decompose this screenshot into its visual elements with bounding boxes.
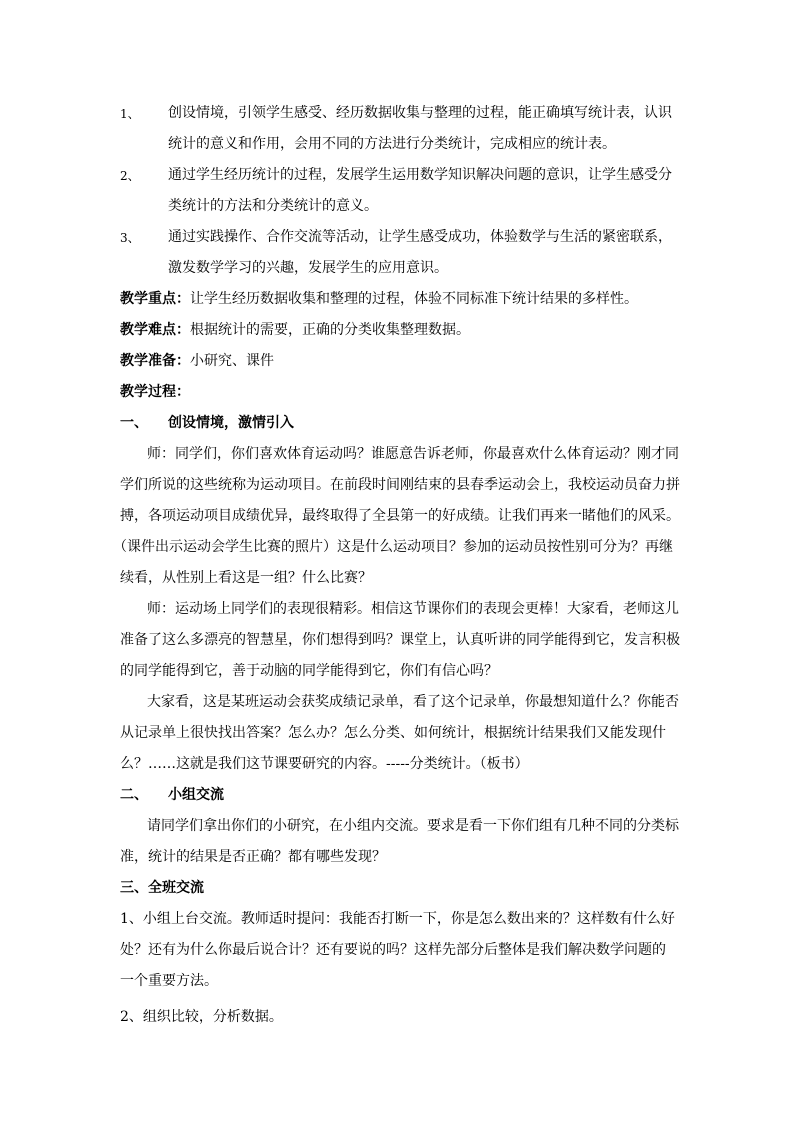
section-2-para-line-2: 准，统计的结果是否正确？都有哪些发现？ [120, 849, 386, 865]
key-point [120, 289, 638, 309]
section-3-title: 三、全班交流 [120, 880, 204, 896]
objective-3-number: 3、 [120, 231, 140, 245]
section-2-number: 二、 [120, 787, 148, 803]
section-1-para-1-line-5: 续看，从性别上看这是一组？什么比赛？ [120, 570, 372, 586]
objective-2-number: 2、 [120, 169, 140, 183]
objective-3-line-1: 通过实践操作、合作交流等活动，让学生感受成功，体验数学与生活的紧密联系， [168, 229, 672, 245]
section-1-title: 创设情境，激情引入 [168, 415, 294, 431]
section-1-para-3-line-3: 么？……这就是我们这节课要研究的内容。-----分类统计。（板书） [120, 756, 529, 772]
objective-1-line-1: 创设情境，引领学生感受、经历数据收集与整理的过程，能正确填写统计表，认识 [168, 105, 672, 121]
objective-1-number: 1、 [120, 107, 140, 121]
section-1-para-1-line-4: （课件出示运动会学生比赛的照片）这是什么运动项目？参加的运动员按性别可分为？再继 [113, 539, 673, 555]
section-3-item-2: 2、组织比较，分析数据。 [120, 1009, 283, 1025]
section-1-number: 一、 [120, 415, 148, 431]
section-1-para-2-line-3: 的同学能得到它，善于动脑的同学能得到它，你们有信心吗？ [120, 663, 498, 679]
section-1-para-1-line-2: 学们所说的这些统称为运动项目。在前段时间刚结束的县春季运动会上，我校运动员奋力拼 [120, 477, 680, 493]
difficulty-label: 教学难点： [120, 322, 190, 338]
difficulty-text: 根据统计的需要，正确的分类收集整理数据。 [190, 322, 470, 338]
section-2-para-line-1: 请同学们拿出你们的小研究，在小组内交流。要求是看一下你们组有几种不同的分类标 [147, 818, 679, 834]
section-1-para-1-line-1: 师：同学们，你们喜欢体育运动吗？谁愿意告诉老师，你最喜欢什么体育运动？刚才同 [147, 446, 679, 462]
section-3-item-1-line-2: 处？还有为什么你最后说合计？还有要说的吗？这样先部分后整体是我们解决数学问题的 [120, 942, 666, 958]
section-1-para-3-line-2: 从记录单上很快找出答案？怎么办？怎么分类、如何统计，根据统计结果我们又能发现什 [120, 725, 666, 741]
objective-3-line-2: 激发数学学习的兴趣，发展学生的应用意识。 [168, 260, 448, 276]
preparation-label: 教学准备： [120, 353, 190, 369]
objective-1-line-2: 统计的意义和作用，会用不同的方法进行分类统计，完成相应的统计表。 [168, 136, 616, 152]
preparation [120, 351, 274, 371]
objective-2-line-1: 通过学生经历统计的过程，发展学生运用数学知识解决问题的意识，让学生感受分 [168, 167, 672, 183]
key-point-text: 让学生经历数据收集和整理的过程，体验不同标准下统计结果的多样性。 [190, 291, 638, 307]
section-1-para-1-line-3: 搏，各项运动项目成绩优异，最终取得了全县第一的好成绩。让我们再来一睹他们的风采。 [120, 508, 680, 524]
objective-2-line-2: 类统计的方法和分类统计的意义。 [168, 198, 378, 214]
preparation-text: 小研究、课件 [190, 353, 274, 369]
difficulty [120, 320, 470, 340]
section-3-item-1-line-1: 1、小组上台交流。教师适时提问：我能否打断一下，你是怎么数出来的？这样数有什么好 [120, 911, 675, 927]
process-label: 教学过程： [120, 384, 190, 400]
key-point-label: 教学重点： [120, 291, 190, 307]
section-1-para-2-line-1: 师：运动场上同学们的表现很精彩。相信这节课你们的表现会更棒！大家看，老师这儿 [147, 601, 679, 617]
section-2-title: 小组交流 [168, 787, 224, 803]
section-1-para-3-line-1: 大家看，这是某班运动会获奖成绩记录单，看了这个记录单，你最想知道什么？你能否 [147, 694, 679, 710]
section-3-item-1-line-3: 一个重要方法。 [120, 973, 218, 989]
section-1-para-2-line-2: 准备了这么多漂亮的智慧星，你们想得到吗？课堂上，认真听讲的同学能得到它，发言积极 [120, 632, 680, 648]
